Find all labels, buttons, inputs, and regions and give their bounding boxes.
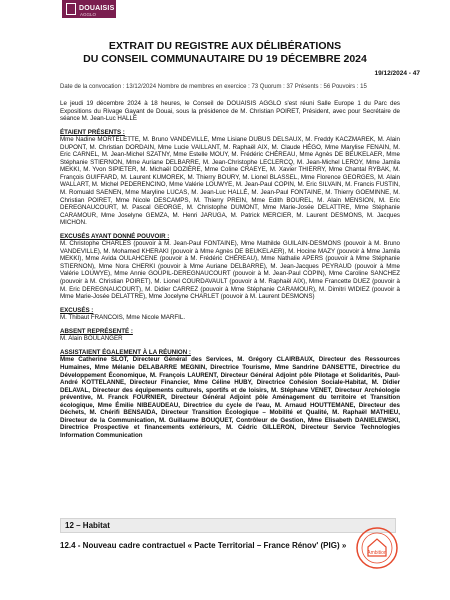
- excused-power-list: M. Christophe CHARLES (pouvoir à M. Jean-Paul FONTAINE), Mme Mathilde GUILAIN-DESMONS (pouvoir à M. Bruno VANDEVILLE), M. Mohamed KHERAKI (pouvoir à Mme Agnès DE BEUKELAER), M. Hocine MAZY (pouvoir à Mme Jamila MEKKI), Mme Avida OULAHCENE (pouvoir à M. Frédéric CHÉREAU), Mme Nathalie APERS (pouvoir à Mme Stéphanie STIERNON), Mme Nora CHERKI (pouvoir à Mme Auriane DELBARRE), M. Jean-Jacques PEYRAUD (pouvoir à Mme Valérie LOUWYE), Mme Annie GOUPIL-DEREGNAUCOURT (pouvoir à M. Jean-Paul COPIN), Mme Caroline SANCHEZ (pouvoir à M. Christian POIRET), M. Lionel COURDAVAULT (pouvoir à M. Raphaël AIX), Mme Francette DUEZ (pouvoir à M. Eric DEREGNAUCOURT), M. Didier CARREZ (pouvoir à Mme Stéphanie CARAMOUR), M. Dimitri WIDIEZ (pouvoir à Mme Marie-Josée DELATTRE), Mme Jocelyne CHARLET (pouvoir à M. Laurent DESMONS): [60, 240, 400, 301]
- excused-heading: EXCUSÉS :: [60, 306, 94, 314]
- attending-heading: ASSISTAIENT ÉGALEMENT À LA RÉUNION :: [60, 348, 191, 356]
- present-heading: ÉTAIENT PRÉSENTS :: [60, 128, 125, 136]
- absent-heading: ABSENT REPRÉSENTÉ :: [60, 327, 133, 335]
- section-header: 12 – Habitat: [60, 518, 396, 533]
- document-title: [0, 40, 450, 66]
- title-line-1: EXTRAIT DU REGISTRE AUX DÉLIBÉRATIONS: [108, 40, 342, 52]
- logo-mark-icon: [66, 3, 76, 15]
- excused-power-heading: EXCUSÉS AYANT DONNÉ POUVOIR :: [60, 232, 170, 240]
- attending-list: Mme Catherine SLOT, Directeur Général des Services, M. Grégory CLAIRBAUX, Directeur des Ressources Humaines, Mme Mélanie DELABARRE MEGNIN, Directrice Tourisme, Mme Sandrine DANSETTE, Directrice du Développement Économique, M. François LAURENT, Directeur Général Adjoint pôle Pilotage et Solidarités, Paul-André KOTTELANNE, Directeur Financier, Mme Céline HUBY, Directrice Cohésion Sociale-Habitat, M. Didier DELAVAL, Directeur des équipements culturels, sportifs et de loisirs, M. Stéphane VENET, Directeur Archéologie préventive, M. Franck FOURNIER, Directeur Général Adjoint pôle Aménagement du territoire et Transition écologique, Mme Émilie NIBEAUDEAU, Directrice du cycle de l'eau, M. Arnaud HOUTTEMANE, Directeur des Déchets, M. Chérifi BENSAIDA, Directeur Transition Écologique – Mobilité et Qualité, M. Raphaël MATHIEU, Directeur de la Communication, M. Guillaume BOUQUET, Contrôleur de Gestion, Mme Elisabeth DANIELEWSKI, Directrice Prospective et financements extérieurs, M. Cédric GILLERON, Directeur Service Technologies Information Communication: [60, 356, 400, 439]
- absent-list: M. Alain BOULANGER: [60, 335, 123, 343]
- title-line-2: DU CONSEIL COMMUNAUTAIRE DU 19 DÉCEMBRE 2024: [83, 53, 367, 65]
- agenda-item-title: 12.4 - Nouveau cadre contractuel « Pacte Territorial – France Rénov' (PIG) »: [60, 541, 347, 550]
- excused-list: M. Thibaut FRANCOIS, Mme Nicole MARFIL.: [60, 314, 186, 322]
- present-list: Mme Nadine MORTELETTE, M. Bruno VANDEVILLE, Mme Lisiane DUBUS DELSAUX, M. Freddy KACZMAREK, M. Alain DUPONT, M. Christian DORDAIN, Mme Lucie VAILLANT, M. Raphaël AIX, M. Claude HÉGO, Mme Marylise FENAIN, M. Eric CARNEL, M. Jean-Michel SZATNY, Mme Estelle MOUY, M. Frédéric CHÉREAU, Mme Agnès DE BEUKELAER, Mme Stéphanie STIERNON, Mme Auriane DELBARRE, M. Jean-Christophe LECLERCQ, M. Jean-Michel LEROY, Mme Jamila MEKKI, M. Yvon SIPIETER, M. Michaël DOZIÈRE, Mme Coline CRAEYE, M. Xavier THIERRY, Mme Chantal RYBAK, M. François GUIFFARD, M. Laurent KUMOREK, M. Thierry BOURY, M. Lionel BLASSEL, Mme Florence GEORGES, M. Alain WALLART, M. Michel PEDERENCINO, Mme Valérie LOUWYE, M. Jean-Paul COPIN, M. Eric SILVAIN, M. Francis FUSTIN, M. Romuald SAENEN, Mme Maryline LUCAS, M. Jean-Luc HALLÉ, M. Jean-Paul FONTAINE, M. Thierry GOEMINNE, M. Christian POIRET, Mme Nicole DESCAMPS, M. Thierry PREIN, Mme Edith BOUREL, M. Alain MENSION, M. Eric DEREGNAUCOURT, M. Pascal GEORGE, M. Christophe DUMONT, Mme Marie-Josée DELATTRE, Mme Stéphanie CARAMOUR, Mme Joselyne GEMZA, M. Henri JARUGA, M. Patrick MERCIER, M. Laurent DESMONS, M. Jacques MICHON.: [60, 136, 400, 227]
- intro-paragraph: Le jeudi 19 décembre 2024 à 18 heures, le Conseil de DOUAISIS AGGLO s'est réuni Salle Europe 1 du Parc des Expositions du Rivage Gayant de Douai, sous la présidence de M. Christian POIRET, Président, avec pour Secrétaire de séance M. Jean-Luc HALLÉ: [60, 100, 400, 123]
- logo-name: DOUAISIS: [79, 5, 115, 12]
- deliberation-reference: 19/12/2024 - 47: [374, 70, 420, 77]
- stamp-text: Ambition: [367, 550, 387, 556]
- convocation-info: Date de la convocation : 13/12/2024 Nombre de membres en exercice : 73 Quorum : 37 Présents : 56 Pouvoirs : 15: [60, 84, 367, 90]
- document-body: [60, 100, 400, 445]
- logo-subtitle: AGGLO: [80, 12, 97, 17]
- ambition-stamp-icon: [355, 526, 399, 570]
